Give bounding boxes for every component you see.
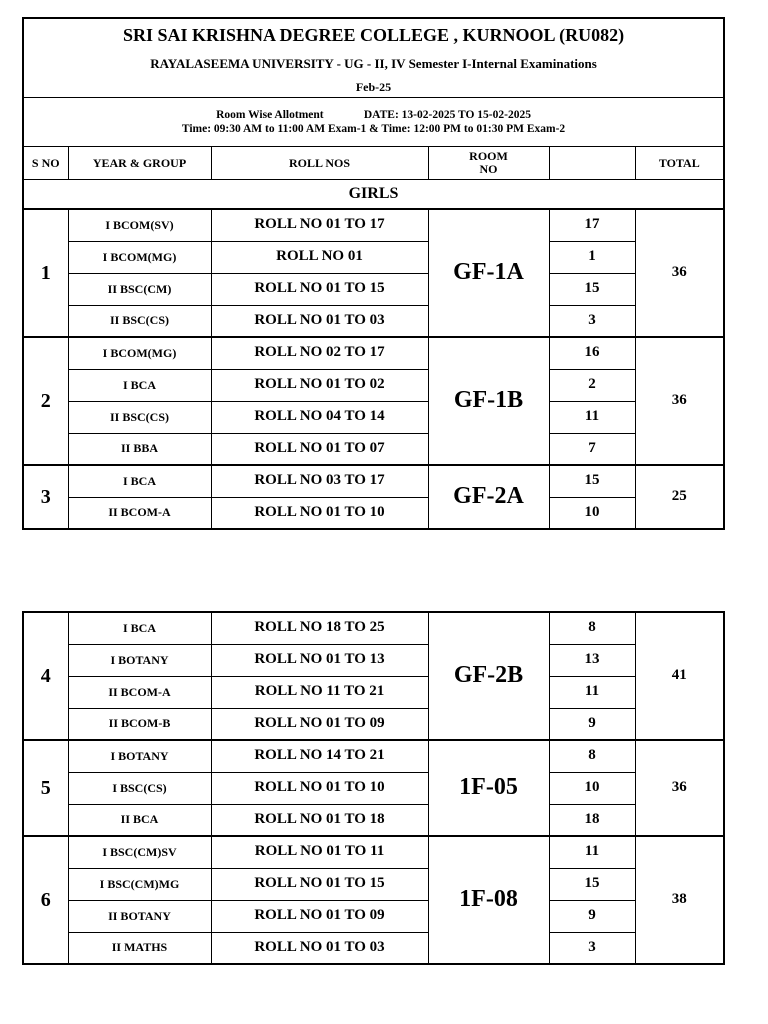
student-count: 11: [549, 676, 635, 708]
roll-range: ROLL NO 01 TO 15: [211, 273, 428, 305]
year-group: II BCOM-A: [68, 676, 211, 708]
student-count: 15: [549, 868, 635, 900]
student-count: 8: [549, 740, 635, 772]
serial-number: 3: [23, 465, 68, 529]
year-group: II BSC(CM): [68, 273, 211, 305]
table-row: [23, 868, 724, 900]
year-group: I BCOM(MG): [68, 337, 211, 369]
roll-range: ROLL NO 01 TO 15: [211, 868, 428, 900]
room-number: 1F-05: [428, 740, 549, 836]
roll-range: ROLL NO 01 TO 03: [211, 305, 428, 337]
student-count: 15: [549, 465, 635, 497]
year-group: I BCA: [68, 612, 211, 644]
allotment-table-bottom: [22, 611, 725, 965]
table-row: [23, 241, 724, 273]
year-group: I BOTANY: [68, 740, 211, 772]
roll-range: ROLL NO 01: [211, 241, 428, 273]
student-count: 9: [549, 900, 635, 932]
year-group: II BSC(CS): [68, 401, 211, 433]
roll-range: ROLL NO 02 TO 17: [211, 337, 428, 369]
roll-range: ROLL NO 01 TO 02: [211, 369, 428, 401]
col-roll-nos: ROLL NOS: [211, 147, 428, 180]
section-title: GIRLS: [23, 180, 724, 210]
roll-range: ROLL NO 11 TO 21: [211, 676, 428, 708]
roll-range: ROLL NO 01 TO 03: [211, 932, 428, 964]
year-group: I BSC(CS): [68, 772, 211, 804]
column-header-row: [23, 147, 724, 180]
year-group: II MATHS: [68, 932, 211, 964]
table-row: [23, 644, 724, 676]
table-row: [23, 900, 724, 932]
student-count: 10: [549, 772, 635, 804]
university-line: RAYALASEEMA UNIVERSITY - UG - II, IV Semester I-Internal Examinations: [23, 51, 724, 77]
table-row: [23, 433, 724, 465]
room-total: 38: [635, 836, 724, 964]
year-group: I BOTANY: [68, 644, 211, 676]
roll-range: ROLL NO 03 TO 17: [211, 465, 428, 497]
year-group: I BCA: [68, 369, 211, 401]
room-number: GF-1A: [428, 209, 549, 337]
table-row: [23, 401, 724, 433]
serial-number: 2: [23, 337, 68, 465]
serial-number: 6: [23, 836, 68, 964]
table-row: [23, 932, 724, 964]
exam-time: Time: 09:30 AM to 11:00 AM Exam-1 & Time: 12:00 PM to 01:30 PM Exam-2: [181, 123, 566, 135]
table-row: [23, 465, 724, 497]
roll-range: ROLL NO 01 TO 10: [211, 772, 428, 804]
student-count: 16: [549, 337, 635, 369]
year-group: II BOTANY: [68, 900, 211, 932]
year-group: I BCOM(MG): [68, 241, 211, 273]
room-total: 25: [635, 465, 724, 529]
table-row: [23, 209, 724, 241]
student-count: 3: [549, 932, 635, 964]
schedule-info: [23, 98, 724, 147]
year-group: II BCOM-B: [68, 708, 211, 740]
table-row: [23, 676, 724, 708]
table-row: [23, 305, 724, 337]
student-count: 9: [549, 708, 635, 740]
student-count: 11: [549, 401, 635, 433]
room-number: GF-2B: [428, 612, 549, 740]
student-count: 17: [549, 209, 635, 241]
table-row: [23, 337, 724, 369]
year-group: I BSC(CM)SV: [68, 836, 211, 868]
room-number: GF-1B: [428, 337, 549, 465]
student-count: 10: [549, 497, 635, 529]
year-group: II BCOM-A: [68, 497, 211, 529]
table-row: [23, 273, 724, 305]
year-group: II BCA: [68, 804, 211, 836]
allotment-table-top: [22, 17, 725, 530]
student-count: 7: [549, 433, 635, 465]
student-count: 2: [549, 369, 635, 401]
table-row: [23, 836, 724, 868]
roll-range: ROLL NO 01 TO 17: [211, 209, 428, 241]
exam-date: DATE: 13-02-2025 TO 15-02-2025: [363, 108, 531, 121]
roll-range: ROLL NO 18 TO 25: [211, 612, 428, 644]
year-group: I BCA: [68, 465, 211, 497]
roll-range: ROLL NO 14 TO 21: [211, 740, 428, 772]
col-year-group: YEAR & GROUP: [68, 147, 211, 180]
table-row: [23, 612, 724, 644]
roll-range: ROLL NO 01 TO 13: [211, 644, 428, 676]
table-row: [23, 708, 724, 740]
serial-number: 1: [23, 209, 68, 337]
table-row: [23, 804, 724, 836]
table-row: [23, 740, 724, 772]
col-count: [549, 147, 635, 180]
student-count: 1: [549, 241, 635, 273]
student-count: 13: [549, 644, 635, 676]
year-group: I BSC(CM)MG: [68, 868, 211, 900]
room-total: 36: [635, 337, 724, 465]
room-total: 36: [635, 740, 724, 836]
roll-range: ROLL NO 01 TO 10: [211, 497, 428, 529]
student-count: 15: [549, 273, 635, 305]
room-total: 41: [635, 612, 724, 740]
col-total: TOTAL: [635, 147, 724, 180]
roll-range: ROLL NO 01 TO 07: [211, 433, 428, 465]
room-total: 36: [635, 209, 724, 337]
student-count: 18: [549, 804, 635, 836]
serial-number: 4: [23, 612, 68, 740]
college-name: SRI SAI KRISHNA DEGREE COLLEGE , KURNOOL (RU082): [23, 18, 724, 51]
roll-range: ROLL NO 01 TO 09: [211, 900, 428, 932]
roll-range: ROLL NO 04 TO 14: [211, 401, 428, 433]
room-number: GF-2A: [428, 465, 549, 529]
year-group: II BBA: [68, 433, 211, 465]
serial-number: 5: [23, 740, 68, 836]
year-group: II BSC(CS): [68, 305, 211, 337]
room-number: 1F-08: [428, 836, 549, 964]
student-count: 8: [549, 612, 635, 644]
table-row: [23, 369, 724, 401]
col-room-no: ROOM NO: [428, 147, 549, 180]
student-count: 3: [549, 305, 635, 337]
roll-range: ROLL NO 01 TO 09: [211, 708, 428, 740]
roll-range: ROLL NO 01 TO 11: [211, 836, 428, 868]
table-row: [23, 772, 724, 804]
col-sno: S NO: [23, 147, 68, 180]
exam-month: Feb-25: [23, 77, 724, 98]
year-group: I BCOM(SV): [68, 209, 211, 241]
student-count: 11: [549, 836, 635, 868]
table-row: [23, 497, 724, 529]
roll-range: ROLL NO 01 TO 18: [211, 804, 428, 836]
allotment-label: Room Wise Allotment: [216, 108, 324, 121]
